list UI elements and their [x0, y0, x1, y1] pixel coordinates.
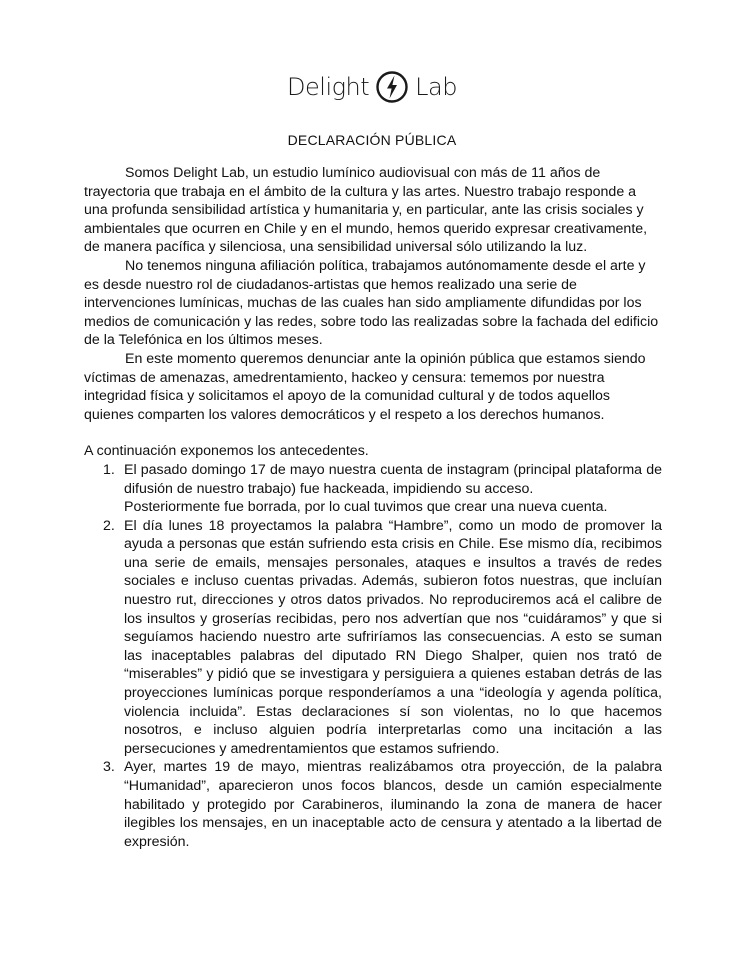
list-item-number: 1. — [103, 461, 115, 478]
list-item — [103, 461, 662, 517]
antecedents-intro: A continuación exponemos los antecedentes. — [84, 443, 369, 460]
paragraph-1: Somos Delight Lab, un estudio lumínico audiovisual con más de 11 años de trayectoria que trabaja en el ámbito de la cultura y las artes. Nuestro trabajo responde a una profunda sensibilidad artística y humanitaria y, en particular, ante las crisis sociales y ambientales que ocurren en Chile y en el mundo, hemos querido expresar creativamente, de manera pacífica y silenciosa, una sensibilidad universal sólo utilizando la luz. — [84, 165, 648, 256]
list-item-text: Ayer, martes 19 de mayo, mientras realizábamos otra proyección, de la palabra “Humanidad”, aparecieron unos focos blancos, desde un camión especialmente habilitado y protegido por Carabineros, iluminando la zona de manera de hacer ilegibles los mensajes, en un inaceptable acto de censura y atentado a la libertad de expresión. — [124, 759, 662, 850]
declaration-body — [84, 164, 662, 851]
list-item-text: El pasado domingo 17 de mayo nuestra cuenta de instagram (principal plataforma de difusión de nuestro trabajo) fue hackeada, impidiendo su acceso. — [124, 461, 662, 497]
delight-lab-logo — [0, 70, 744, 104]
paragraph-2: No tenemos ninguna afiliación política, trabajamos autónomamente desde el arte y es desde nuestro rol de ciudadanos-artistas que hemos realizado una serie de intervenciones lumínicas, muchas de las cuales han sido ampliamente difundidas por los medios de comunicación y las redes, sobre todo las realizadas sobre la fachada del edificio de la Telefónica en los últimos meses. — [84, 257, 659, 349]
list-item — [103, 517, 662, 759]
logo-right-word: Lab — [415, 73, 457, 101]
logo-left-word: Delight — [287, 73, 370, 101]
list-item-number: 2. — [103, 517, 115, 534]
list-item-number: 3. — [103, 759, 115, 776]
page-title: DECLARACIÓN PÚBLICA — [287, 132, 457, 148]
antecedents-list — [84, 461, 662, 851]
paragraph-3: En este momento queremos denunciar ante la opinión pública que estamos siendo víctimas de amenazas, amedrentamiento, hackeo y censura: tememos por nuestra integridad física y solicitamos el apoyo de la comunidad cultural y de todos aquellos quienes comparten los valores democráticos y el respeto a los derechos humanos. — [84, 350, 646, 423]
list-item-text-continued: Posteriormente fue borrada, por lo cual tuvimos que crear una nueva cuenta. — [124, 499, 608, 516]
lightning-bolt-circle-icon — [375, 70, 409, 104]
list-item — [103, 758, 662, 851]
list-item-text: El día lunes 18 proyectamos la palabra “Hambre”, como un modo de promover la ayuda a personas que están sufriendo esta crisis en Chile. Ese mismo día, recibimos una serie de emails, mensajes personales, ataques e insultos a través de redes sociales e incluso cuentas privadas. Además, subieron fotos nuestras, que incluían nuestro rut, direcciones y otros datos privados. No reproduciremos acá el calibre de los insultos y groserías recibidas, pero nos advertían que nos “cuidáramos” y que si seguíamos haciendo nuestro arte sufriríamos las consecuencias. A esto se suman las inaceptables palabras del diputado RN Diego Shalper, quien nos trató de “miserables” y pidió que se investigara y persiguiera a quienes estaban detrás de las proyecciones lumínicas porque responderíamos a una “ideología y agenda política, violencia incluida”. Estas declaraciones sí son violentas, no lo que hacemos nosotros, e incluso alguien podría interpretarlas como una incitación a las persecuciones y amedrentamientos que estamos sufriendo. — [124, 517, 662, 757]
